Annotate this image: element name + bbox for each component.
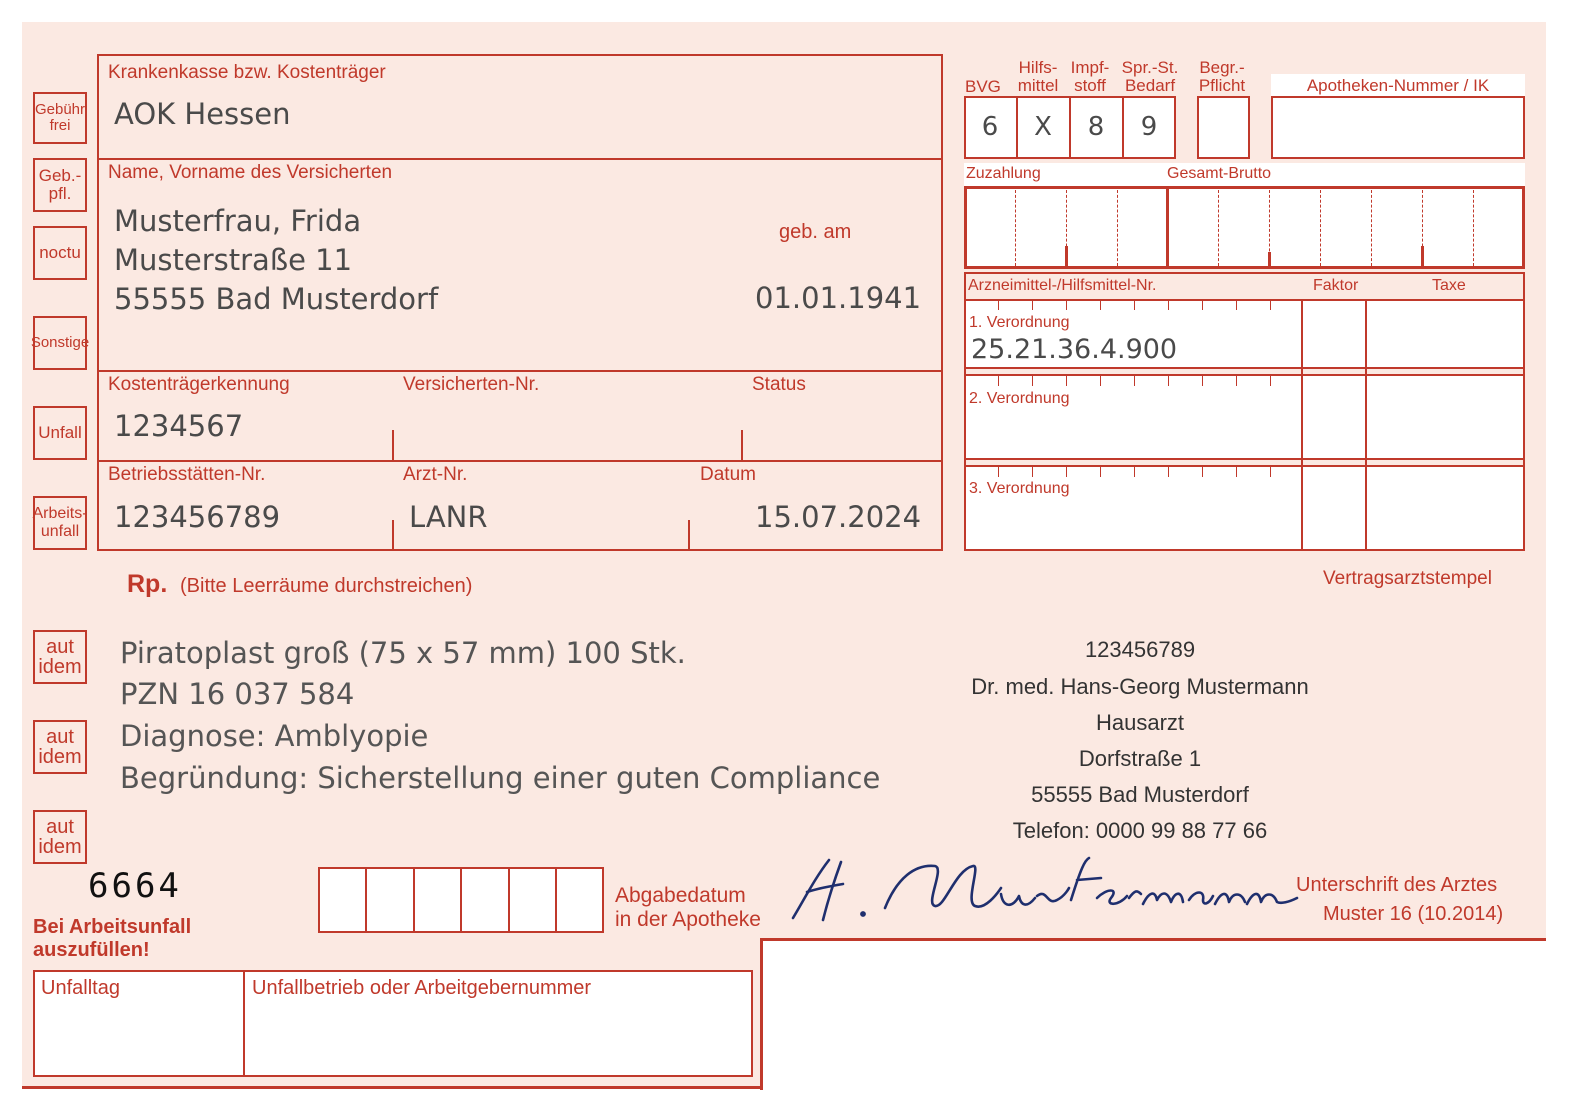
aut-idem-label: idem <box>38 656 82 678</box>
rx-line[interactable]: Begründung: Sicherstellung einer guten Compliance <box>120 761 881 795</box>
apotheken-label: Apotheken-Nummer / IK <box>1306 76 1490 95</box>
divider <box>392 520 394 550</box>
divider <box>741 430 743 460</box>
gebuehr-frei-checkbox[interactable] <box>33 92 87 144</box>
doctor-signature <box>785 848 1305 928</box>
arbeitsunfall-checkbox[interactable] <box>33 496 87 550</box>
doctor-no-label: Arzt-Nr. <box>403 464 468 485</box>
divider <box>964 367 1525 369</box>
divider <box>1371 190 1372 266</box>
accident-company-label: Unfallbetrieb oder Arbeitgebernummer <box>252 977 592 999</box>
begr-label: Pflicht <box>1198 76 1246 95</box>
form-version: Muster 16 (10.2014) <box>1323 903 1504 925</box>
accident-note: Bei Arbeitsunfall <box>33 916 192 938</box>
divider <box>97 158 943 160</box>
cost-id-label: Kostenträgerkennung <box>108 374 290 395</box>
impfstoff-label: Impf- <box>1070 58 1110 77</box>
sonstige-checkbox[interactable] <box>30 316 90 370</box>
divider <box>964 299 1525 301</box>
divider <box>97 370 943 372</box>
hilfsmittel-label: Hilfs- <box>1018 58 1058 77</box>
divider <box>243 970 245 1077</box>
date-value[interactable]: 15.07.2024 <box>755 500 922 534</box>
amount-boxes[interactable] <box>964 186 1525 269</box>
bvg-value[interactable]: 6 <box>981 112 999 142</box>
unfall-checkbox[interactable] <box>33 406 87 460</box>
arbeitsunfall-label: Arbeits- <box>32 505 88 522</box>
begr-checkbox[interactable] <box>1197 96 1250 159</box>
stamp-line: Dorfstraße 1 <box>1078 746 1202 771</box>
prescription-1-value[interactable]: 25.21.36.4.900 <box>971 334 1178 365</box>
divider <box>365 867 367 933</box>
name-value[interactable]: Musterfrau, Frida <box>114 204 362 238</box>
aut-idem-label: aut <box>46 636 74 658</box>
aut-idem-label: aut <box>46 726 74 748</box>
divider <box>1473 190 1474 266</box>
divider <box>555 867 557 933</box>
dispense-label: Abgabedatum <box>615 884 746 907</box>
spr-value[interactable]: 9 <box>1140 112 1158 142</box>
aut-idem-label: aut <box>46 816 74 838</box>
noctu-label: noctu <box>39 243 81 262</box>
divider <box>1301 299 1303 551</box>
geb-pfl-label: Geb.- <box>38 166 82 185</box>
zuzahlung-label: Zuzahlung <box>966 165 1041 182</box>
begr-label: Begr.- <box>1199 58 1245 77</box>
impfstoff-label: stoff <box>1074 76 1106 95</box>
divider <box>97 460 943 462</box>
divider <box>964 465 1525 467</box>
unfall-label: Unfall <box>38 423 82 442</box>
geb-pfl-checkbox[interactable] <box>33 158 87 212</box>
rx-line[interactable]: Diagnose: Amblyopie <box>120 719 429 753</box>
aut-idem-label: idem <box>38 836 82 858</box>
taxe-label: Taxe <box>1432 277 1466 294</box>
divider <box>508 867 510 933</box>
aut-idem-checkbox[interactable] <box>33 720 87 774</box>
impfstoff-value[interactable]: 8 <box>1087 112 1105 142</box>
decimal-mark <box>1268 252 1271 266</box>
stamp-line: Telefon: 0000 99 88 77 66 <box>1012 818 1268 843</box>
decimal-mark <box>1421 246 1424 266</box>
item-no-label: Arzneimittel-/Hilfsmittel-Nr. <box>968 277 1157 294</box>
divider <box>413 867 415 933</box>
divider <box>392 430 394 460</box>
gebuehr-frei-label: Gebühr <box>34 101 86 118</box>
rp-label: Rp. <box>127 570 168 598</box>
prescription-3-label: 3. Verordnung <box>969 480 1070 497</box>
form-code: 6664 <box>88 866 182 906</box>
aut-idem-checkbox[interactable] <box>33 810 87 864</box>
rx-line[interactable]: PZN 16 037 584 <box>120 677 355 711</box>
hilfsmittel-label: mittel <box>1017 76 1059 95</box>
dispense-label: in der Apotheke <box>615 908 761 931</box>
faktor-label: Faktor <box>1313 277 1359 294</box>
rx-line[interactable]: Piratoplast groß (75 x 57 mm) 100 Stk. <box>120 636 686 670</box>
stamp-label: Vertragsarztstempel <box>1323 568 1492 589</box>
border-line <box>760 938 763 1090</box>
accident-day-label: Unfalltag <box>41 977 120 999</box>
dob-value[interactable]: 01.01.1941 <box>755 281 922 315</box>
prescription-1-label: 1. Verordnung <box>969 314 1070 331</box>
stamp-line: Hausarzt <box>1095 710 1185 735</box>
noctu-checkbox[interactable] <box>33 226 87 280</box>
border-line <box>22 1086 763 1089</box>
divider <box>688 520 690 550</box>
divider <box>1320 190 1321 266</box>
divider <box>1117 190 1118 266</box>
hilfsmittel-value[interactable]: X <box>1034 112 1052 142</box>
spr-label: Spr.-St. <box>1121 58 1179 77</box>
gesamt-label: Gesamt-Brutto <box>1167 165 1272 182</box>
bvg-label: BVG <box>965 77 1001 96</box>
sonstige-label: Sonstige <box>30 334 90 351</box>
stamp-line: 55555 Bad Musterdorf <box>1031 782 1249 807</box>
form-cutout <box>762 940 1567 1120</box>
cost-id-value[interactable]: 1234567 <box>114 409 244 443</box>
aut-idem-label: idem <box>38 746 82 768</box>
status-label: Status <box>752 374 806 395</box>
site-no-label: Betriebsstätten-Nr. <box>108 464 266 485</box>
border-line <box>762 938 1546 941</box>
accident-day-input[interactable] <box>37 1004 241 1074</box>
insured-no-label: Versicherten-Nr. <box>403 374 540 395</box>
site-no-value[interactable]: 123456789 <box>114 500 281 534</box>
dob-label: geb. am <box>779 221 852 243</box>
decimal-mark <box>1065 246 1068 266</box>
stamp-line: Dr. med. Hans-Georg Mustermann <box>971 674 1309 699</box>
spr-label: Bedarf <box>1124 76 1176 95</box>
city-value[interactable]: 55555 Bad Musterdorf <box>114 282 439 316</box>
divider <box>1365 299 1367 551</box>
aut-idem-checkbox[interactable] <box>33 630 87 684</box>
gebuehr-frei-label: frei <box>49 117 71 134</box>
insurer-label: Krankenkasse bzw. Kostenträger <box>108 62 386 83</box>
prescription-2-label: 2. Verordnung <box>969 390 1070 407</box>
divider <box>1015 190 1016 266</box>
accident-company-input[interactable] <box>247 1004 749 1074</box>
name-label: Name, Vorname des Versicherten <box>108 162 393 183</box>
divider <box>1218 190 1219 266</box>
signature-label: Unterschrift des Arztes <box>1296 874 1498 896</box>
rp-hint: (Bitte Leerräume durchstreichen) <box>180 575 473 597</box>
apotheken-input[interactable] <box>1271 96 1525 159</box>
stamp-line: 123456789 <box>1084 637 1196 662</box>
doctor-no-value[interactable]: LANR <box>409 500 488 534</box>
divider <box>964 374 1525 376</box>
date-label: Datum <box>700 464 756 485</box>
arbeitsunfall-label: unfall <box>40 523 80 540</box>
accident-note: auszufüllen! <box>33 939 150 961</box>
divider <box>460 867 462 933</box>
geb-pfl-label: pfl. <box>48 184 72 203</box>
street-value[interactable]: Musterstraße 11 <box>114 243 353 277</box>
insurer-value[interactable]: AOK Hessen <box>114 97 291 131</box>
divider <box>1166 186 1169 269</box>
divider <box>964 458 1525 460</box>
